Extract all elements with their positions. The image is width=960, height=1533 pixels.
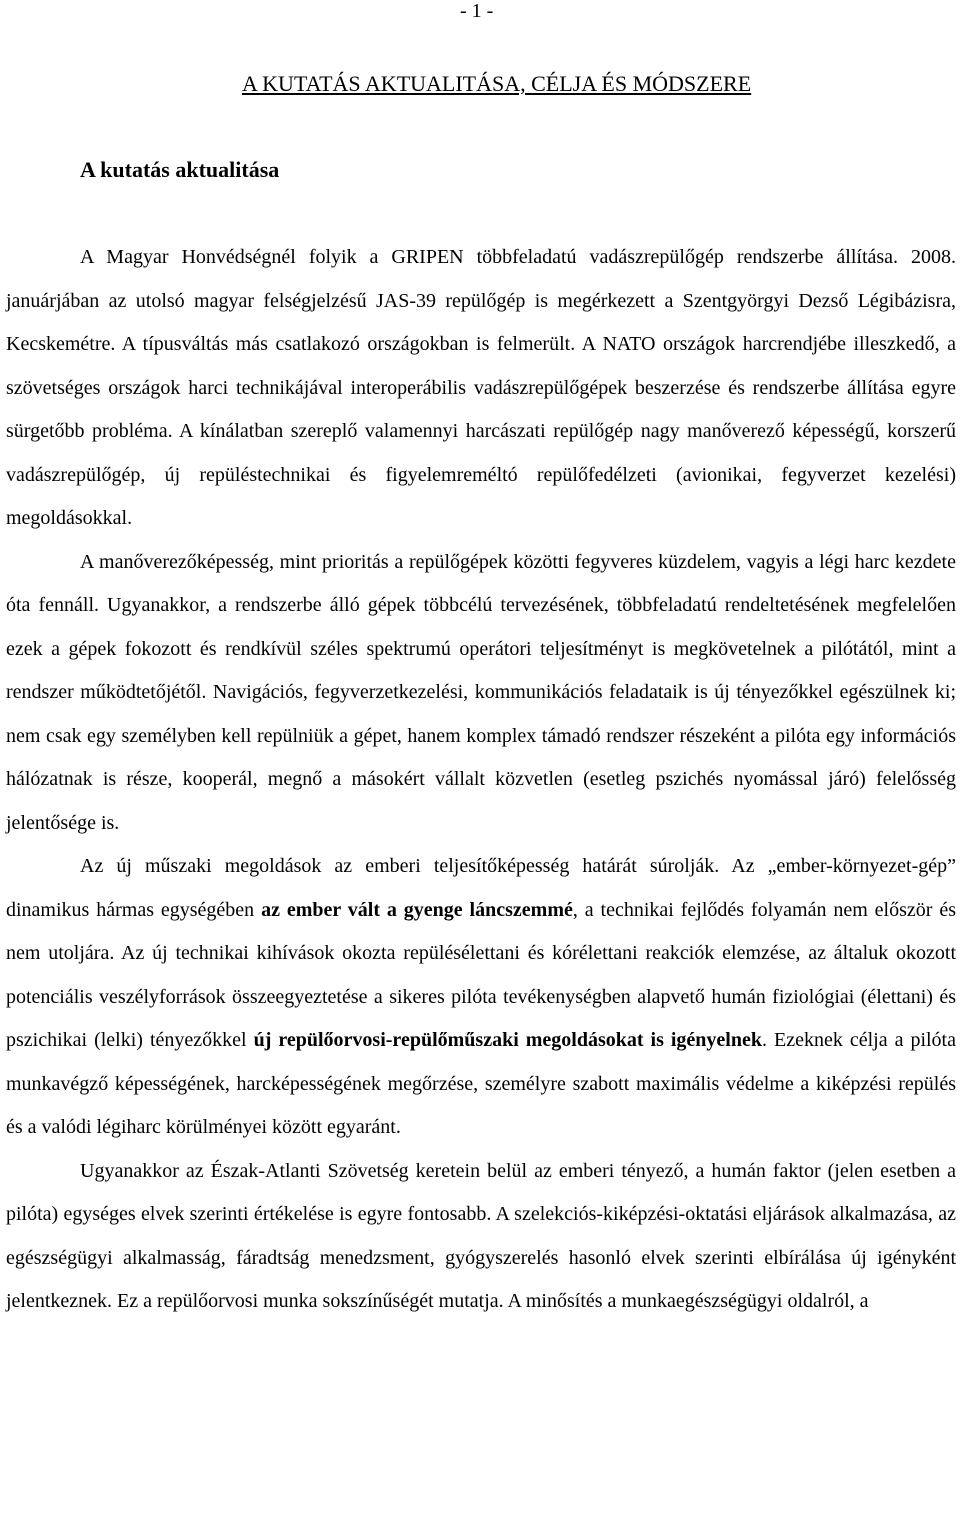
- emphasized-text: új repülőorvosi-repülőműszaki megoldásokat is igényelnek: [253, 1029, 762, 1051]
- paragraph-text: . Ezeknek célja a pilóta munkavégző képességének, harcképességének megőrzése, személyre szabott maximális védelme a kiképzési repülés és a valódi légiharc körülményei között egyaránt.: [6, 1029, 956, 1138]
- paragraph-text: Az új műszaki megoldások az emberi teljesítőképesség határát súrolják. Az „ember-környezet-gép” dinamikus hármas egységében: [6, 855, 956, 921]
- emphasized-text: az ember vált a gyenge láncszemmé: [261, 898, 573, 921]
- body-text: [6, 236, 956, 1324]
- paragraph: A manőverezőképesség, mint prioritás a repülőgépek közötti fegyveres küzdelem, vagyis a légi harc kezdete óta fennáll. Ugyanakkor, a rendszerbe álló gépek többcélú tervezésének, többfeladatú rendeltetésének megfelelően ezek a gépek fokozott és rendkívül széles spektrumú operátori teljesítményt is megkövetelnek a pilótától, mint a rendszer működtetőjétől. Navigációs, fegyverzetkezelési, kommunikációs feladataik is új tényezőkkel egészülnek ki; nem csak egy személyben kell repülniük a gépet, hanem komplex támadó rendszer részeként a pilóta egy információs hálózatnak is része, kooperál, megnő a másokért vállalt közvetlen (esetleg pszichés nyomással járó) felelősség jelentősége is.: [6, 550, 956, 834]
- chapter-title: A KUTATÁS AKTUALITÁSA, CÉLJA ÉS MÓDSZERE: [242, 71, 752, 96]
- paragraph: [6, 845, 956, 1150]
- page-number: - 1 -: [460, 0, 494, 22]
- paragraph: Ugyanakkor az Észak-Atlanti Szövetség keretein belül az emberi tényező, a humán faktor (jelen esetben a pilóta) egységes elvek szerinti értékelése is egyre fontosabb. A szelekciós-kiképzési-oktatási eljárások alkalmazása, az egészségügyi alkalmasság, fáradtság menedzsment, gyógyszerelés hasonló elvek szerinti elbírálása új igényként jelentkeznek. Ez a repülőorvosi munka sokszínűségét mutatja. A minősítés a munkaegészségügyi oldalról, a: [6, 1159, 956, 1312]
- section-title: A kutatás aktualitása: [80, 157, 280, 182]
- paragraph-text: , a technikai fejlődés folyamán nem először és nem utoljára. Az új technikai kihívások okozta repülésélettani és kórélettani reakciók elemzése, az általuk okozott potenciális veszélyforrások összeegyeztetése a sikeres pilóta tevékenységben alapvető humán fiziológiai (élettani) és pszichikai (lelki) tényezőkkel: [6, 898, 956, 1051]
- paragraph: A Magyar Honvédségnél folyik a GRIPEN többfeladatú vadászrepülőgép rendszerbe állítása. 2008. januárjában az utolsó magyar felségjelzésű JAS-39 repülőgép is megérkezett a Szentgyörgyi Dezső Légibázisra, Kecskemétre. A típusváltás más csatlakozó országokban is felmerült. A NATO országok harcrendjébe illeszkedő, a szövetséges országok harci technikájával interoperábilis vadászrepülőgépek beszerzése és rendszerbe állítása egyre sürgetőbb probléma. A kínálatban szereplő valamennyi harcászati repülőgép nagy manőverező képességű, korszerű vadászrepülőgép, új repüléstechnikai és figyelemreméltó repülőfedélzeti (avionikai, fegyverzet kezelési) megoldásokkal.: [6, 246, 956, 529]
